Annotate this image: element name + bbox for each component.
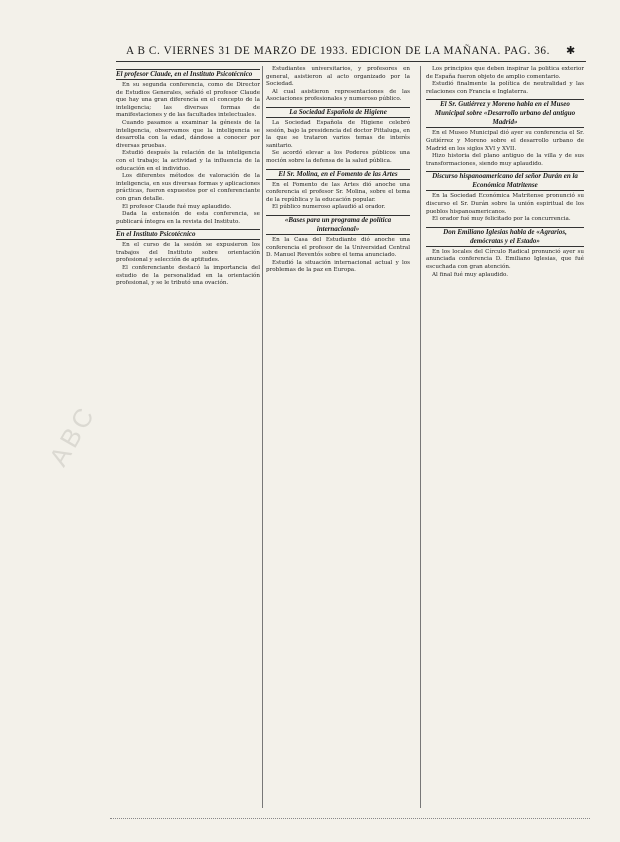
star-icon: ✱ xyxy=(566,44,576,57)
article-paragraph: En el Fomento de las Artes dió anoche una conferencia el profesor Sr. Molina, sobre el tema de la república y la educación popular. xyxy=(266,181,410,203)
article-paragraph: El público numeroso aplaudió al orador. xyxy=(272,204,386,211)
article-paragraph: Al cual asistieron representaciones de las Asociaciones profesionales y numeroso público. xyxy=(266,88,410,103)
article-paragraph: La Sociedad Española de Higiene celebró sesión, bajo la presidencia del doctor Pittaluga, en la que se trataron varios temas de interés sanitario. xyxy=(266,119,410,149)
article-paragraph: En la Sociedad Económica Matritense pronunció su discurso el Sr. Durán sobre la unión espiritual de los pueblos hispanoamericanos. xyxy=(426,193,584,215)
header-rule xyxy=(116,61,586,62)
article-paragraph: Estudió después la relación de la inteligencia con el trabajo; la actividad y la influencia de la educación en el individuo. xyxy=(116,150,260,172)
headline-claude: El profesor Claude, en el Instituto Psicotécnico xyxy=(116,69,260,80)
article-paragraph: En los locales del Círculo Radical pronunció ayer su anunciada conferencia D. Emiliano Iglesias, que fué escuchada con gran atención. xyxy=(426,248,584,270)
headline-emiliano-iglesias: Don Emiliano Iglesias habla de «Agrarios, demócratas y el Estado» xyxy=(426,227,584,247)
column-divider xyxy=(262,66,263,808)
article-paragraph: Los principios que deben inspirar la política exterior de España fueron objeto de amplio comentario. xyxy=(426,66,584,80)
page-header: A B C. VIERNES 31 DE MARZO DE 1933. EDICION DE LA MAÑANA. PAG. 36. xyxy=(126,45,551,57)
article-paragraph: En el Museo Municipal dió ayer su conferencia el Sr. Gutiérrez y Moreno sobre el desarrollo urbano de Madrid en los siglos XVI y XVII. xyxy=(426,130,584,152)
footer-rule xyxy=(110,818,590,819)
column-2 xyxy=(266,66,410,808)
article-paragraph: Dada la extensión de esta conferencia, se publicará íntegra en la revista del Instituto. xyxy=(116,211,260,225)
article-paragraph: En su segunda conferencia, como de Director de Estudios Generales, señaló el profesor Claude que hay una gran diferencia en el concepto de la inteligencia; las diversas formas de manifestaciones y de las facultades intelectuales. xyxy=(116,82,260,119)
article-paragraph: El orador fué muy felicitado por la concurrencia. xyxy=(432,216,571,223)
headline-gutierrez-moreno: El Sr. Gutiérrez y Moreno habla en el Museo Municipal sobre «Desarrollo urbano del antiguo Madrid» xyxy=(426,99,584,128)
article-paragraph: Hizo historia del plano antiguo de la villa y de sus transformaciones, siendo muy aplaudido. xyxy=(426,153,584,167)
column-1 xyxy=(116,66,260,808)
article-paragraph: El profesor Claude fué muy aplaudido. xyxy=(122,203,232,210)
headline-bases-programa: «Bases para un programa de política internacional» xyxy=(266,215,410,235)
article-paragraph: Al final fué muy aplaudido. xyxy=(432,271,509,278)
article-paragraph: Estudiantes universitarios, y profesores en general, asistieron al acto organizado por la Sociedad. xyxy=(266,66,410,88)
article-paragraph: En la Casa del Estudiante dió anoche una conferencia el profesor de la Universidad Central D. Manuel Reventós sobre el tema anunciado. xyxy=(266,236,410,259)
article-paragraph: En el curso de la sesión se expusieron los trabajos del Instituto sobre orientación profesional y selección de aptitudes. xyxy=(116,242,260,264)
subheadline-instituto: En el Instituto Psicotécnico xyxy=(116,229,260,240)
article-paragraph: Estudió finalmente la política de neutralidad y las relaciones con Francia e Inglaterra. xyxy=(426,81,584,95)
headline-molina-fomento: El Sr. Molina, en el Fomento de las Artes xyxy=(266,169,410,180)
column-divider xyxy=(420,66,421,808)
article-paragraph: Se acordó elevar a los Poderes públicos una moción sobre la defensa de la salud pública. xyxy=(266,150,410,164)
article-paragraph: Cuando pasamos a examinar la génesis de la inteligencia, observamos que la inteligencia se desarrolla con la edad, dándose a conocer por diversas pruebas. xyxy=(116,119,260,149)
headline-duran-economica: Discurso hispanoamericano del señor Durán en la Económica Matritense xyxy=(426,171,584,191)
article-paragraph: El conferenciante destacó la importancia del estudio de la personalidad en la orientación profesional, y se le tributó una ovación. xyxy=(116,265,260,287)
watermark-logo: ABC xyxy=(42,399,102,472)
article-paragraph: Estudió la situación internacional actual y los problemas de la paz en Europa. xyxy=(266,259,410,274)
headline-sociedad-higiene: La Sociedad Española de Higiene xyxy=(266,107,410,118)
article-paragraph: Los diferentes métodos de valoración de la inteligencia, en sus diversas formas y aplicaciones prácticas, fueron expuestos por el conferenciante con gran detalle. xyxy=(116,173,260,202)
column-3 xyxy=(426,66,584,808)
